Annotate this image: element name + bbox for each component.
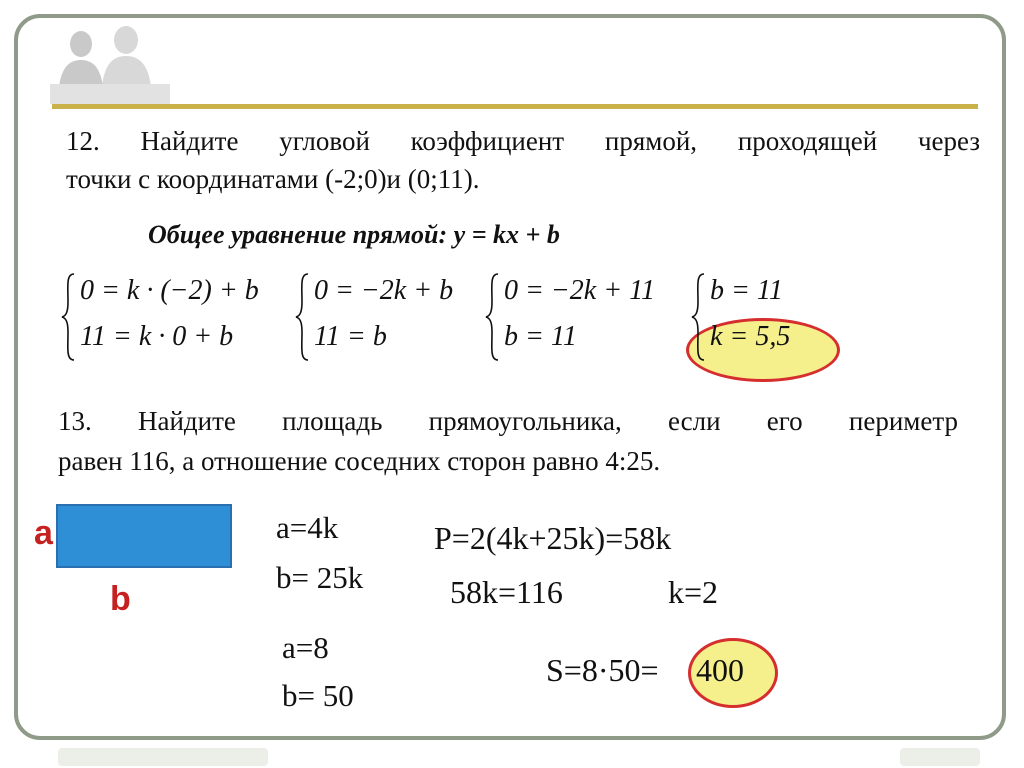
title-underline bbox=[52, 104, 978, 109]
system-3-eq-2: b = 11 bbox=[504, 321, 577, 352]
area-equation: S=8·50= bbox=[546, 652, 659, 688]
system-4-eq-2: k = 5,5 bbox=[710, 321, 791, 352]
side-a-label: a bbox=[34, 514, 53, 552]
system-1-eq-1: 0 = k · (−2) + b bbox=[80, 275, 259, 306]
problem-12-line-2: точки с координатами (-2;0)и (0;11). bbox=[66, 164, 480, 194]
brace-icon bbox=[484, 272, 500, 362]
system-2-eq-2: 11 = b bbox=[314, 321, 387, 352]
system-4-eq-1: b = 11 bbox=[710, 275, 783, 306]
perimeter-equation: P=2(4k+25k)=58k bbox=[434, 520, 672, 556]
people-silhouette-logo bbox=[46, 22, 176, 104]
system-1-eq-2: 11 = k · 0 + b bbox=[80, 321, 234, 352]
area-answer: 400 bbox=[696, 652, 744, 688]
system-2-eq-1: 0 = −2k + b bbox=[314, 275, 454, 306]
footer-decoration-right bbox=[900, 748, 980, 766]
a-value: a=8 bbox=[282, 630, 329, 665]
b-value: b= 50 bbox=[282, 678, 354, 713]
rectangle-figure bbox=[56, 504, 232, 568]
brace-icon bbox=[690, 272, 706, 362]
problem-12-line-1: 12. Найдите угловой коэффициент прямой, проходящей через bbox=[66, 126, 980, 156]
b-expression: b= 25k bbox=[276, 560, 364, 595]
a-expression: a=4k bbox=[276, 510, 339, 545]
brace-icon bbox=[294, 272, 310, 362]
problem-13-line-2: равен 116, а отношение соседних сторон равно 4:25. bbox=[58, 446, 661, 476]
problem-13-line-1: 13. Найдите площадь прямоугольника, если его периметр bbox=[58, 406, 958, 436]
general-equation-title: Общее уравнение прямой: y = kx + b bbox=[148, 220, 560, 249]
system-3-eq-1: 0 = −2k + 11 bbox=[504, 275, 656, 306]
footer-decoration-left bbox=[58, 748, 268, 766]
brace-icon bbox=[60, 272, 76, 362]
side-b-label: b bbox=[110, 580, 131, 618]
equation-58k: 58k=116 bbox=[450, 574, 563, 610]
k-value: k=2 bbox=[668, 574, 719, 610]
